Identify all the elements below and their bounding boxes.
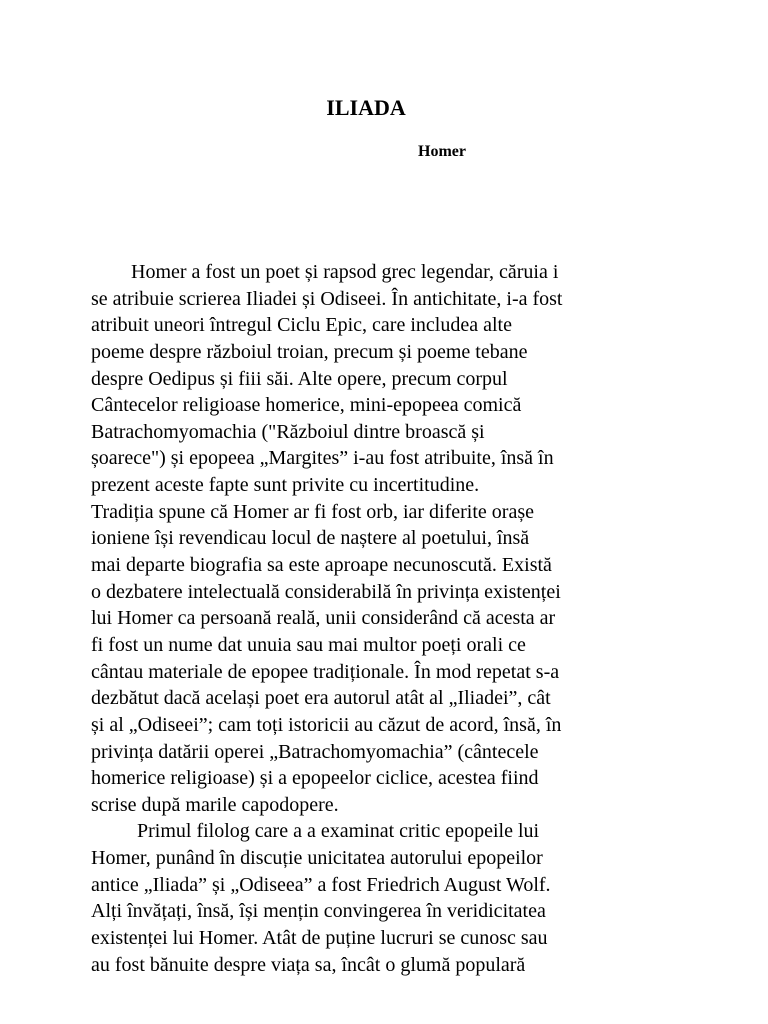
text-line: mai departe biografia sa este aproape necunoscută. Există <box>91 554 552 577</box>
text-line: dezbătut dacă același poet era autorul atât al „Iliadei”, cât <box>91 687 551 710</box>
text-line: Cântecelor religioase homerice, mini-epopeea comică <box>91 394 522 417</box>
text-line: homerice religioase) și a epopeelor ciclice, acestea fiind <box>91 767 539 790</box>
document-title: ILIADA <box>326 95 406 120</box>
text-line: scrise după marile capodopere. <box>91 793 339 816</box>
text-line: prezent aceste fapte sunt privite cu incertitudine. <box>91 474 480 497</box>
text-line: Primul filolog care a a examinat critic epopeile lui <box>137 820 540 843</box>
text-line: despre Oedipus și fiii săi. Alte opere, precum corpul <box>91 367 508 390</box>
text-line: atribuit uneori întregul Ciclu Epic, care includea alte <box>91 314 512 337</box>
text-line: Homer a fost un poet și rapsod grec legendar, căruia i <box>131 261 559 283</box>
text-line: fi fost un nume dat unuia sau mai multor poeți orali ce <box>91 633 526 656</box>
text-line: ioniene își revendicau locul de naștere al poetului, însă <box>91 527 530 550</box>
document-author: Homer <box>418 143 466 160</box>
text-line: poeme despre războiul troian, precum și poeme tebane <box>91 340 528 363</box>
text-line: Batrachomyomachia ("Războiul dintre broască și <box>91 420 485 443</box>
text-line: cântau materiale de epopee tradiționale. În mod repetat s-a <box>91 660 560 683</box>
text-line: Alți învățați, însă, își mențin convingerea în veridicitatea <box>91 900 546 923</box>
text-line: șoarece") și epopeea „Margites” i-au fost atribuite, însă în <box>91 447 554 470</box>
text-line: privința datării operei „Batrachomyomachia” (cântecele <box>91 740 539 763</box>
text-line: Homer, punând în discuție unicitatea autorului epopeilor <box>91 847 543 870</box>
text-line: o dezbatere intelectuală considerabilă în privința existenței <box>91 580 561 603</box>
text-line: au fost bănuite despre viața sa, încât o glumă populară <box>91 953 526 976</box>
document-body <box>91 259 651 978</box>
text-line: Tradiția spune că Homer ar fi fost orb, iar diferite orașe <box>91 500 534 523</box>
text-line: antice „Iliada” și „Odiseea” a fost Friedrich August Wolf. <box>91 873 551 896</box>
text-line: și al „Odiseei”; cam toți istoricii au căzut de acord, însă, în <box>91 713 562 736</box>
text-line: lui Homer ca persoană reală, unii considerând că acesta ar <box>91 607 556 630</box>
text-line: se atribuie scrierea Iliadei și Odiseei. În antichitate, i-a fost <box>91 287 563 310</box>
text-line: existenței lui Homer. Atât de puține lucruri se cunosc sau <box>91 927 548 950</box>
